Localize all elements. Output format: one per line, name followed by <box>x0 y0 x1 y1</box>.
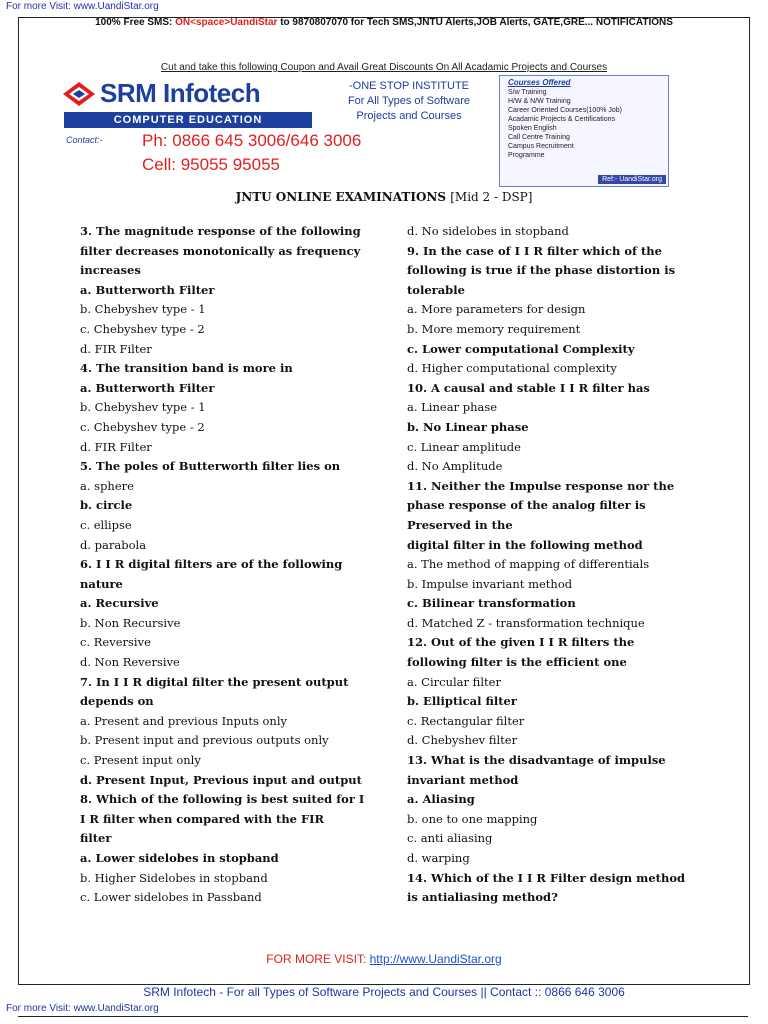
question-line: c. anti aliasing <box>407 831 493 846</box>
course-item: Spoken English <box>508 125 557 132</box>
question-line: Preserved in the <box>407 517 513 532</box>
course-item: S/w Training <box>508 89 547 96</box>
question-line: filter <box>80 831 112 846</box>
sms-suffix: to 9870807070 for Tech SMS,JNTU Alerts,JOB Alerts, GATE,GRE... NOTIFICATIONS <box>277 17 673 28</box>
question-line: c. Chebyshev type - 2 <box>80 321 205 336</box>
question-line: b. circle <box>80 498 133 513</box>
tagline-line: Projects and Courses <box>356 110 462 122</box>
question-line: digital filter in the following method <box>407 537 643 552</box>
exam-heading <box>0 190 768 204</box>
question-line: 8. Which of the following is best suited for I <box>80 792 365 807</box>
question-line: d. FIR Filter <box>80 341 152 356</box>
question-line: depends on <box>80 694 154 709</box>
question-line: b. Impulse invariant method <box>407 576 573 591</box>
question-line: a. Butterworth Filter <box>80 282 215 297</box>
question-line: a. Recursive <box>80 596 159 611</box>
bottom-rule <box>18 1016 748 1017</box>
phone-number: Ph: 0866 645 3006/646 3006 <box>142 131 362 150</box>
ref-badge: Ref:- UandiStar.org <box>598 175 666 184</box>
question-line: 13. What is the disadvantage of impulse <box>407 753 666 768</box>
exam-title: JNTU ONLINE EXAMINATIONS <box>235 190 451 204</box>
question-line: b. one to one mapping <box>407 811 538 826</box>
question-line: a. Present and previous Inputs only <box>80 713 288 728</box>
question-line: 4. The transition band is more in <box>80 361 293 376</box>
footer-line: SRM Infotech - For all Types of Software Projects and Courses || Contact :: 0866 646 3006 <box>143 985 625 999</box>
question-line: c. Bilinear transformation <box>407 596 576 611</box>
question-line: 9. In the case of I I R filter which of the <box>407 243 662 258</box>
more-visit-link[interactable]: http://www.UandiStar.org <box>369 952 502 966</box>
courses-heading: Courses Offered <box>508 78 571 87</box>
footer-visit-link[interactable]: For more Visit: www.UandiStar.org <box>6 1003 159 1014</box>
question-line: phase response of the analog filter is <box>407 498 646 513</box>
question-line: c. Linear amplitude <box>407 439 521 454</box>
question-line: c. Lower computational Complexity <box>407 341 635 356</box>
srm-logo-icon <box>62 81 96 107</box>
question-line: a. Butterworth Filter <box>80 380 215 395</box>
cell-number: Cell: 95055 95055 <box>142 155 281 174</box>
question-line: d. No Amplitude <box>407 459 503 474</box>
question-line: b. Higher Sidelobes in stopband <box>80 870 268 885</box>
course-item: Call Centre Training <box>508 134 570 141</box>
question-line: d. Chebyshev filter <box>407 733 518 748</box>
question-line: nature <box>80 576 123 591</box>
tagline-line: -ONE STOP INSTITUTE <box>349 80 469 92</box>
question-line: d. warping <box>407 851 470 865</box>
question-line: following filter is the efficient one <box>407 655 627 670</box>
question-line: c. ellipse <box>80 517 132 532</box>
question-line: 3. The magnitude response of the following <box>80 224 361 238</box>
question-line: is antialiasing method? <box>407 890 558 905</box>
question-line: 5. The poles of Butterworth filter lies on <box>80 459 341 474</box>
question-line: a. The method of mapping of differentials <box>407 557 650 572</box>
question-line: 12. Out of the given I I R filters the <box>407 635 635 650</box>
question-line: d. Non Reversive <box>80 655 180 670</box>
question-line: d. Matched Z - transformation technique <box>407 615 645 630</box>
more-visit-label: FOR MORE VISIT: <box>266 952 370 966</box>
course-item: Programme <box>508 152 545 159</box>
question-line: increases <box>80 263 141 278</box>
question-line: b. More memory requirement <box>407 321 581 336</box>
course-item: Career Oriented Courses(100% Job) <box>508 107 622 114</box>
question-line: b. Elliptical filter <box>407 694 517 709</box>
question-line: b. Chebyshev type - 1 <box>80 400 206 415</box>
question-line: 11. Neither the Impulse response nor the <box>407 478 675 493</box>
question-line: c. Rectangular filter <box>407 713 525 728</box>
question-line: a. sphere <box>80 478 134 493</box>
question-line: a. Lower sidelobes in stopband <box>80 851 279 865</box>
question-line: d. No sidelobes in stopband <box>407 224 569 238</box>
question-line: c. Lower sidelobes in Passband <box>80 890 262 905</box>
question-line: 7. In I I R digital filter the present output <box>80 674 349 689</box>
question-line: a. Aliasing <box>407 792 475 807</box>
more-visit <box>0 952 768 966</box>
question-line: I R filter when compared with the FIR <box>80 811 325 826</box>
question-line: invariant method <box>407 772 519 787</box>
tagline-line: For All Types of Software <box>347 95 471 107</box>
srm-title: SRM Infotech <box>100 78 261 108</box>
course-item: Acadamic Projects & Certifications <box>508 116 615 123</box>
question-line: d. Present Input, Previous input and output <box>80 772 362 787</box>
left-question-column <box>80 222 380 908</box>
coupon-notice: Cut and take this following Coupon and Avail Great Discounts On All Acadamic Projects and Courses <box>160 62 608 73</box>
question-line: d. FIR Filter <box>80 439 152 454</box>
question-line: b. No Linear phase <box>407 419 529 434</box>
question-line: tolerable <box>407 282 465 297</box>
sms-notice <box>0 17 768 28</box>
logo-row <box>62 78 260 109</box>
question-line: 6. I I R digital filters are of the following <box>80 557 343 572</box>
question-line: a. Linear phase <box>407 400 498 415</box>
question-line: a. More parameters for design <box>407 302 586 317</box>
courses-list <box>500 88 668 160</box>
question-line: b. Present input and previous outputs only <box>80 733 329 748</box>
question-line: c. Chebyshev type - 2 <box>80 419 205 434</box>
question-line: b. Non Recursive <box>80 615 181 630</box>
contact-label: Contact:- <box>66 135 103 145</box>
right-question-column <box>407 222 707 908</box>
course-item: H/W & N/W Training <box>508 98 571 105</box>
question-line: d. parabola <box>80 537 147 552</box>
question-line: c. Reversive <box>80 635 151 650</box>
question-line: d. Higher computational complexity <box>407 361 617 376</box>
sms-keyword: ON<space>UandiStar <box>175 17 278 28</box>
question-line: a. Circular filter <box>407 674 501 689</box>
computer-education-bar: COMPUTER EDUCATION <box>64 112 312 128</box>
question-line: c. Present input only <box>80 753 201 768</box>
tagline <box>324 79 494 124</box>
question-line: b. Chebyshev type - 1 <box>80 302 206 317</box>
top-visit-link[interactable]: For more Visit: www.UandiStar.org <box>6 1 159 12</box>
sms-prefix: 100% Free SMS: <box>95 17 176 28</box>
course-item: Campus Recruitment <box>508 143 574 150</box>
question-line: 10. A causal and stable I I R filter has <box>407 380 650 395</box>
srm-infotech-banner <box>62 75 668 187</box>
courses-offered-box <box>499 75 669 187</box>
question-line: filter decreases monotonically as frequency <box>80 243 361 258</box>
question-line: following is true if the phase distortion is <box>407 263 676 278</box>
exam-subtitle: [Mid 2 - DSP] <box>450 190 533 204</box>
question-line: 14. Which of the I I R Filter design method <box>407 870 686 885</box>
